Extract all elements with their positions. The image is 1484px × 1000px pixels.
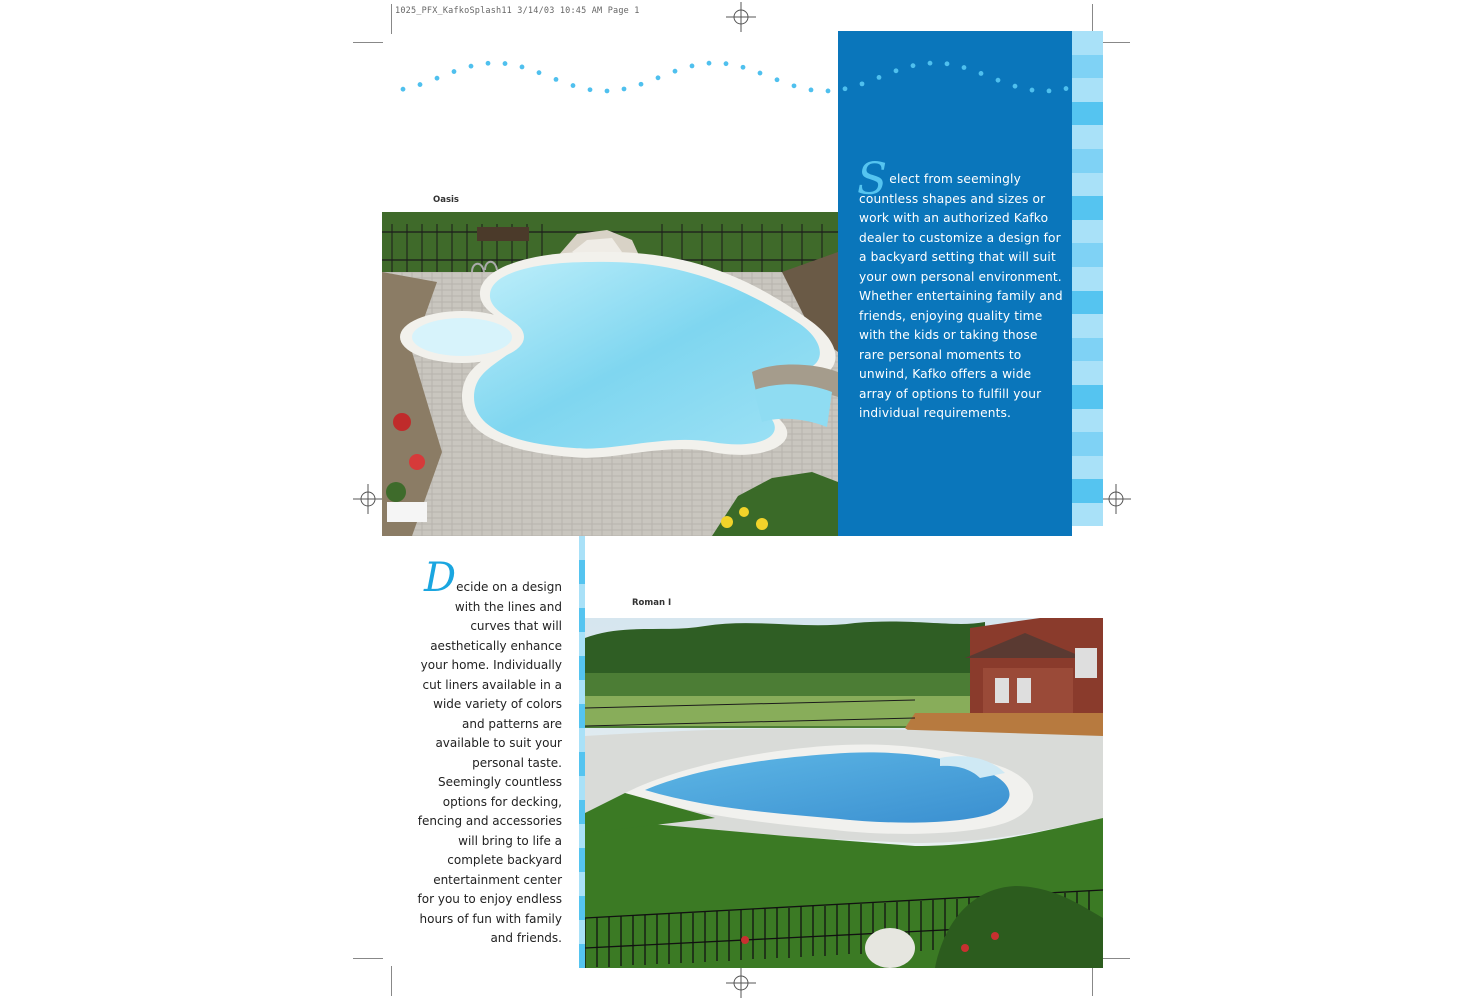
design-paragraph: [415, 555, 562, 949]
registration-mark-left-icon: [353, 484, 383, 514]
wave-dot: [503, 61, 508, 66]
stripe-cell: [579, 560, 585, 584]
wave-dot: [860, 81, 865, 86]
oasis-caption: Oasis: [433, 195, 459, 205]
wave-dot: [962, 65, 967, 70]
stripe-cell: [579, 584, 585, 608]
wave-dot: [435, 76, 440, 81]
registration-mark-top-icon: [726, 2, 756, 32]
design-dropcap: D: [424, 555, 457, 601]
wave-dot: [554, 77, 559, 82]
wave-dot: [843, 86, 848, 91]
wave-dot: [826, 89, 831, 94]
print-slug: 1025_PFX_KafkoSplash11 3/14/03 10:45 AM Page 1: [395, 6, 640, 16]
roman-pool-photo: [585, 618, 1103, 968]
wave-dot: [486, 61, 491, 66]
wave-dot: [945, 61, 950, 66]
wave-dot: [911, 63, 916, 68]
oasis-pool-photo: [382, 212, 838, 536]
wave-dot: [996, 78, 1001, 83]
wave-dot: [741, 65, 746, 70]
wave-dot: [418, 82, 423, 87]
wave-dot: [707, 61, 712, 66]
wave-dot: [452, 69, 457, 74]
wave-dot: [928, 61, 933, 66]
wave-dot: [1013, 84, 1018, 89]
wave-dot: [758, 71, 763, 76]
wave-dot: [571, 83, 576, 88]
wave-dot: [877, 75, 882, 80]
wave-dot: [537, 70, 542, 75]
wave-dot: [1030, 88, 1035, 93]
wave-dot: [792, 83, 797, 88]
wavy-dot-line: [395, 55, 1075, 100]
wave-dot: [656, 75, 661, 80]
wave-dot: [894, 68, 899, 73]
intro-dropcap: S: [857, 154, 888, 205]
wave-dot: [401, 87, 406, 92]
wave-dot: [588, 87, 593, 92]
wave-dot: [639, 82, 644, 87]
wave-dot: [605, 89, 610, 94]
registration-mark-right-icon: [1101, 484, 1131, 514]
intro-body: elect from seemingly countless shapes and sizes or work with an authorized Kafko dealer to customize a design for a backyard setting that will suit your own personal environment. Whether entertaining family and friends, enjoying quality time with the kids or taking those rare personal moments to unwind, Kafko offers a wide array of options to fulfill your individual requirements.: [859, 172, 1063, 420]
wave-dot: [673, 69, 678, 74]
wave-dot: [979, 71, 984, 76]
wave-dot: [690, 64, 695, 69]
design-body: ecide on a design with the lines and curves that will aesthetically enhance your home. Individually cut liners available in a wide variety of colors and patterns are available to suit your personal taste. Seemingly countless options for decking, fencing and accessories will bring to life a complete backyard entertainment center for you to enjoy endless hours of fun with family and friends.: [417, 580, 562, 945]
wave-dot: [622, 87, 627, 92]
registration-mark-bottom-icon: [726, 968, 756, 998]
wave-dot: [1047, 89, 1052, 94]
wave-dot: [469, 64, 474, 69]
intro-paragraph: [857, 154, 1064, 424]
wave-dot: [809, 87, 814, 92]
wave-dot: [724, 61, 729, 66]
wave-dot: [1064, 86, 1069, 91]
stripe-column: [1072, 31, 1103, 536]
roman-caption: Roman I: [632, 598, 672, 608]
wave-dot: [520, 65, 525, 70]
stripe-cell: [579, 536, 585, 560]
wave-dot: [775, 77, 780, 82]
